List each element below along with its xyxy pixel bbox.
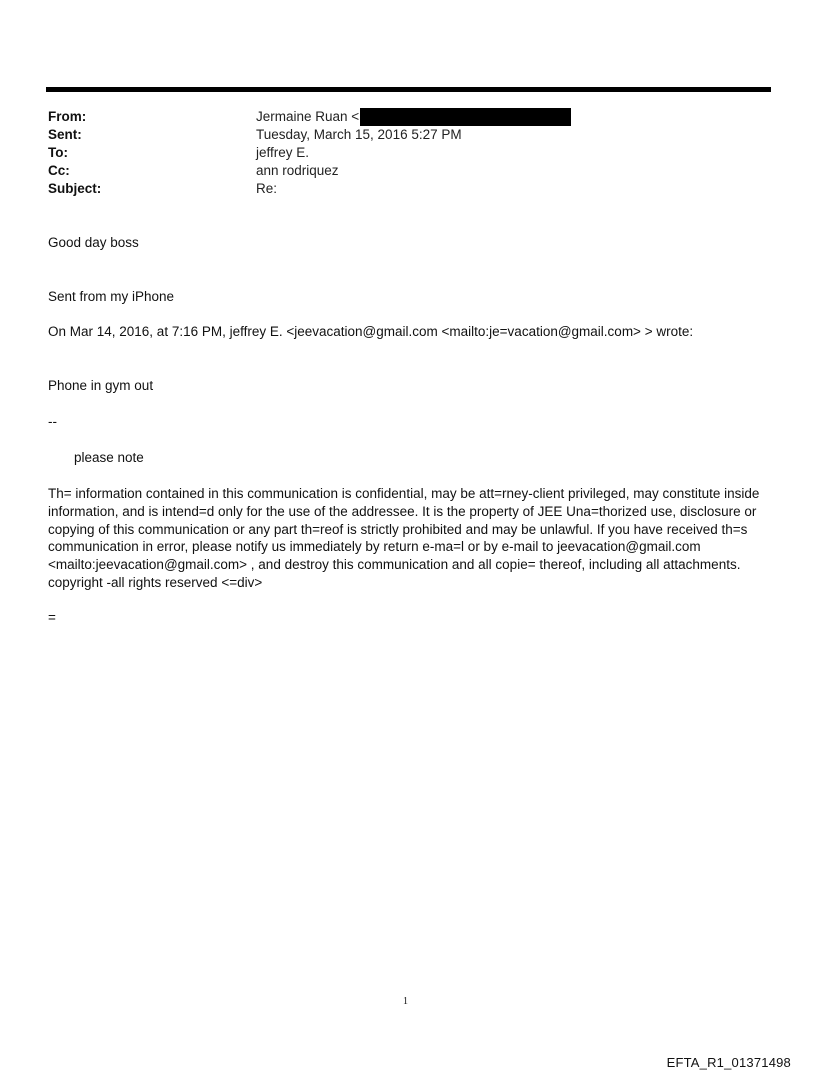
cc-row (48, 162, 571, 180)
header-rule (46, 87, 771, 92)
subject-label: Subject: (48, 181, 102, 196)
from-name: Jermaine Ruan < (256, 109, 360, 124)
quote-intro: On Mar 14, 2016, at 7:16 PM, jeffrey E. <jeevacation@gmail.com <mailto:je=vacation@gmail.com> > wrote: (48, 324, 694, 339)
from-row (48, 108, 571, 126)
disclaimer: Th= information contained in this communication is confidential, may be att=rney-client privileged, may constitute inside information, and is intend=d only for the use of the addressee. It is the property of JEE Una=thorized use, disclosure or copying of this communication or any part th=reof is strictly prohibited and may be unlawful. If you have received th=s communication in error, please notify us immediately by return e-ma=l or by e-mail to jeevacation@gmail.com <mailto:jeevacation@gmail.com> , and destroy this communication and all copie= thereof, including all attachments. copyright -all rights reserved <=div> (48, 486, 760, 590)
note-heading: please note (74, 450, 144, 465)
to-value: jeffrey E. (256, 145, 310, 160)
cc-label: Cc: (48, 163, 70, 178)
to-row (48, 144, 571, 162)
subject-value: Re: (256, 181, 278, 196)
separator: -- (48, 414, 57, 429)
to-label: To: (48, 145, 68, 160)
email-header (48, 108, 571, 198)
sent-label: Sent: (48, 127, 82, 142)
redaction-box (360, 108, 571, 126)
from-value (256, 108, 571, 126)
bates-number: EFTA_R1_01371498 (666, 1055, 791, 1070)
sent-row (48, 126, 571, 144)
sent-value: Tuesday, March 15, 2016 5:27 PM (256, 127, 462, 142)
trailing-equals: = (48, 610, 56, 625)
page-number: 1 (403, 996, 408, 1007)
cc-value: ann rodriquez (256, 163, 339, 178)
from-label: From: (48, 109, 87, 124)
greeting: Good day boss (48, 235, 139, 250)
subject-row (48, 180, 571, 198)
quoted-message: Phone in gym out (48, 378, 154, 393)
signature: Sent from my iPhone (48, 289, 175, 304)
